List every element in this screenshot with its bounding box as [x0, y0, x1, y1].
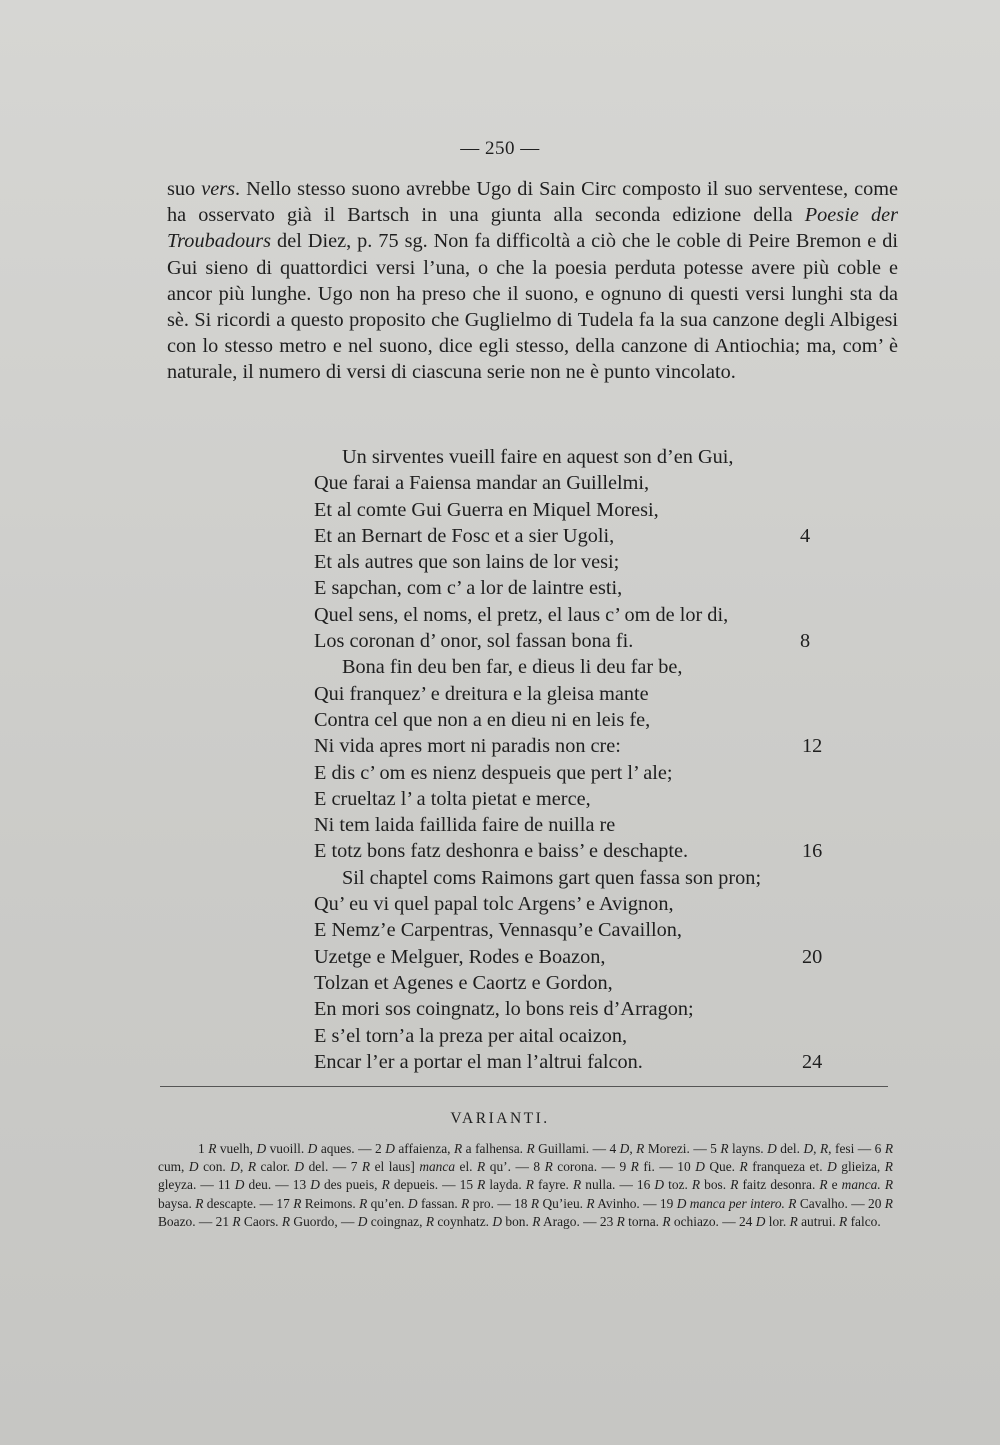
note-run: bon.	[502, 1213, 533, 1229]
note-run: Morezi. — 5	[644, 1141, 721, 1156]
note-run: falco.	[847, 1213, 881, 1229]
verse-line	[314, 917, 834, 943]
note-run: corona. — 9	[552, 1159, 631, 1175]
note-italic: R	[586, 1195, 595, 1211]
note-run: , fesi — 6	[828, 1141, 885, 1156]
note-italic: R	[819, 1177, 828, 1193]
verse-line	[314, 733, 834, 759]
verse-line	[314, 838, 834, 864]
verse-number: 16	[802, 840, 823, 863]
intro-paragraph	[167, 176, 898, 386]
verse-text: Quel sens, el noms, el pretz, el laus c’ om de lor di,	[314, 603, 729, 626]
verse-number: 24	[802, 1050, 823, 1073]
verse-line	[314, 1049, 834, 1075]
verse-text: E Nemz’e Carpentras, Vennasqu’e Cavaillon,	[314, 919, 682, 942]
verse-line	[314, 523, 834, 549]
verse-text: Et an Bernart de Fosc et a sier Ugoli,	[314, 524, 615, 547]
note-italic: R	[788, 1195, 797, 1211]
note-italic: D	[654, 1177, 665, 1193]
note-italic: manca per intero.	[689, 1195, 785, 1211]
note-italic: R	[544, 1159, 553, 1175]
note-run: con.	[198, 1159, 231, 1175]
note-run: torna.	[624, 1213, 663, 1229]
note-run: ,	[629, 1141, 637, 1156]
verse-number: 4	[800, 524, 811, 547]
note-italic: D	[357, 1213, 368, 1229]
note-italic: D	[767, 1141, 777, 1156]
note-italic: R	[195, 1195, 204, 1211]
intro-italic: vers	[201, 178, 235, 200]
verse-line	[314, 681, 834, 707]
note-italic: R	[839, 1213, 848, 1229]
note-run: ochiazo. — 24	[670, 1213, 756, 1229]
note-run: autrui.	[797, 1213, 840, 1229]
note-italic: R	[532, 1213, 541, 1229]
note-run: Arago. — 23	[540, 1213, 617, 1229]
verse-text: E dis c’ om es nienz despueis que pert l’ ale;	[314, 761, 673, 784]
note-italic: R	[789, 1213, 798, 1229]
note-italic: R	[526, 1141, 535, 1156]
verse-text: Que farai a Faiensa mandar an Guillelmi,	[314, 472, 650, 495]
note-run: Boazo. — 21	[158, 1213, 233, 1229]
verse-line	[314, 444, 834, 470]
note-run: glieiza,	[836, 1159, 885, 1175]
verse-line	[314, 628, 834, 654]
note-italic: R	[739, 1159, 748, 1175]
verse-line	[314, 1023, 834, 1049]
note-run: fi. — 10	[638, 1159, 696, 1175]
note-run: des pueis,	[319, 1177, 382, 1193]
note-run: coingnaz,	[367, 1213, 426, 1229]
verse-text: Tolzan et Agenes e Caortz e Gordon,	[314, 971, 613, 994]
intro-text	[167, 176, 898, 386]
note-run: el.	[455, 1159, 478, 1175]
varianti-heading: VARIANTI.	[450, 1110, 550, 1127]
note-italic: D	[619, 1141, 630, 1156]
note-italic: R	[208, 1141, 217, 1156]
note-run: nulla. — 16	[581, 1177, 655, 1193]
verse-text: Un sirventes vueill faire en aquest son d’en Gui,	[342, 446, 734, 468]
note-italic: R	[884, 1141, 894, 1156]
note-italic: R	[361, 1159, 371, 1175]
note-italic: D	[676, 1195, 687, 1211]
note-italic: R	[884, 1195, 893, 1211]
verse-text: E crueltaz l’ a tolta pietat e merce,	[314, 787, 591, 810]
note-italic: R	[636, 1141, 645, 1156]
intro-run: suo	[167, 178, 202, 200]
note-italic: R	[819, 1141, 829, 1156]
note-run: deu. — 13	[244, 1177, 311, 1193]
note-italic: R	[359, 1195, 368, 1211]
note-italic: D	[307, 1141, 318, 1156]
note-italic: D	[755, 1213, 766, 1229]
note-italic: D	[695, 1159, 705, 1175]
verse-line	[314, 891, 834, 917]
note-run: ,	[813, 1141, 820, 1156]
note-italic: D	[827, 1159, 837, 1175]
note-run: Qu’ieu.	[539, 1195, 587, 1211]
variant-notes-text	[158, 1140, 893, 1231]
note-run: pro. — 18	[469, 1195, 531, 1211]
verse-line	[314, 996, 834, 1022]
verse-text: Sil chaptel coms Raimons gart quen fassa son pron;	[342, 866, 762, 889]
note-italic: R	[293, 1195, 302, 1211]
verse-line	[314, 944, 834, 970]
note-run: Guordo, —	[290, 1213, 358, 1229]
verse-line	[314, 654, 834, 680]
note-italic: R	[247, 1159, 257, 1175]
note-italic: D	[407, 1195, 418, 1211]
verse-number: 20	[802, 945, 823, 968]
note-run: ,	[239, 1159, 248, 1175]
note-italic: R	[530, 1195, 540, 1211]
note-italic: D	[492, 1213, 503, 1229]
note-run: bos.	[700, 1177, 731, 1193]
intro-run: . Nello stesso suono avrebbe Ugo di Sain Circ composto il suo serventese, come ha osservato già il Bartsch in una giunta alla seconda edizione della	[167, 178, 898, 227]
note-run: el laus]	[370, 1159, 420, 1175]
note-run: affaienza,	[394, 1141, 454, 1156]
note-run: toz.	[664, 1177, 692, 1193]
verse-text: Bona fin deu ben far, e dieus li deu far be,	[342, 656, 683, 679]
note-run: cum,	[158, 1159, 189, 1175]
verse-text: Uzetge e Melguer, Rodes e Boazon,	[314, 945, 606, 968]
note-run: fassan.	[417, 1195, 462, 1211]
note-run: calor.	[256, 1159, 295, 1175]
note-run: qu’en.	[367, 1195, 408, 1211]
verse-line	[314, 497, 834, 523]
verse-line	[314, 470, 834, 496]
verse-text: En mori sos coingnatz, lo bons reis d’Arragon;	[314, 998, 694, 1021]
note-italic: R	[425, 1213, 434, 1229]
note-run: Guillami. — 4	[534, 1141, 620, 1156]
note-italic: R	[381, 1177, 390, 1193]
verse-text: Et als autres que son lains de lor vesi;	[314, 551, 620, 574]
verse-number: 12	[802, 735, 823, 758]
verse-line	[314, 865, 834, 891]
verse-text: Ni vida apres mort ni paradis non cre:	[314, 735, 621, 758]
verse-text: E s’el torn’a la preza per aital ocaizon,	[314, 1024, 628, 1047]
note-italic: D	[234, 1177, 245, 1193]
note-run: lor.	[765, 1213, 790, 1229]
note-run: vuoill.	[266, 1141, 308, 1156]
note-run: aques. — 2	[317, 1141, 386, 1156]
note-italic: R	[720, 1141, 729, 1156]
note-run: layda.	[485, 1177, 526, 1193]
note-italic: D	[294, 1159, 305, 1175]
note-italic: D	[803, 1141, 814, 1156]
note-italic: R	[572, 1177, 582, 1193]
note-italic: D	[256, 1141, 267, 1156]
note-italic: manca	[419, 1159, 456, 1175]
verse-line	[314, 786, 834, 812]
verse-line	[314, 602, 834, 628]
note-run: vuelh,	[216, 1141, 257, 1156]
verse-text: Et al comte Gui Guerra en Miquel Moresi,	[314, 498, 659, 521]
note-run: Reimons.	[301, 1195, 360, 1211]
note-italic: R	[630, 1159, 639, 1175]
verse-text: Contra cel que non a en dieu ni en leis fe,	[314, 708, 651, 731]
note-italic: R	[616, 1213, 625, 1229]
note-run: del. — 7	[304, 1159, 362, 1175]
verse-text: Encar l’er a portar el man l’altrui falcon.	[314, 1050, 643, 1073]
note-run: Avinho. — 19	[594, 1195, 677, 1211]
note-italic: R	[281, 1213, 291, 1229]
intro-run: del Diez, p. 75 sg. Non fa difficoltà a ciò che le coble di Peire Bremon e di Gui sieno di quattordici versi l’una, o che la poesia perduta potesse avere più coble e ancor più lunghe. Ugo non ha preso che il suono, e ognuno di questi versi lunghi sta da sè. Si ricordi a questo proposito che Guglielmo di Tudela fa la sua canzone degli Albigesi con lo stesso metro e nel suono, dice egli stesso, della canzone di Antiochia; ma, com’ è naturale, il numero di versi di ciascuna serie non ne è punto vincolato.	[167, 230, 898, 384]
note-italic: R	[232, 1213, 241, 1229]
verse-number: 8	[800, 630, 811, 653]
note-italic: D	[230, 1159, 240, 1175]
footnote-rule	[160, 1086, 888, 1087]
note-italic: R	[730, 1177, 739, 1193]
note-italic: R	[691, 1177, 701, 1193]
note-run: franqueza et.	[747, 1159, 828, 1175]
note-run: gleyza. — 11	[158, 1177, 235, 1193]
verse-line	[314, 549, 834, 575]
poem	[314, 444, 834, 1075]
verse-text: E sapchan, com c’ a lor de laintre esti,	[314, 577, 623, 600]
note-italic: R	[477, 1159, 486, 1175]
verse-line	[314, 707, 834, 733]
verse-line	[314, 760, 834, 786]
note-italic: manca.	[841, 1177, 881, 1193]
intro-italic: Poesie der Troubadours	[167, 204, 898, 253]
verse-text: Qui franquez’ e dreitura e la gleisa mante	[314, 682, 649, 705]
note-run: fayre.	[533, 1177, 573, 1193]
note-italic: R	[477, 1177, 486, 1193]
note-run: baysa.	[158, 1195, 196, 1211]
verse-text: E totz bons fatz deshonra e baiss’ e deschapte.	[314, 840, 689, 863]
note-italic: R	[453, 1141, 463, 1156]
variant-notes	[158, 1140, 893, 1231]
note-run: 1	[198, 1141, 209, 1156]
note-italic: R	[884, 1159, 893, 1175]
note-run: a falhensa.	[462, 1141, 527, 1156]
note-italic: R	[884, 1177, 893, 1193]
verse-text: Qu’ eu vi quel papal tolc Argens’ e Avignon,	[314, 893, 674, 916]
note-run: descapte. — 17	[203, 1195, 294, 1211]
note-run: Cavalho. — 20	[796, 1195, 885, 1211]
note-italic: R	[461, 1195, 470, 1211]
note-italic: D	[385, 1141, 395, 1156]
note-run: del.	[776, 1141, 804, 1156]
page-number: — 250 —	[460, 138, 540, 159]
note-run: Que.	[704, 1159, 740, 1175]
note-italic: D	[188, 1159, 199, 1175]
note-run: Caors.	[240, 1213, 282, 1229]
note-italic: R	[662, 1213, 671, 1229]
note-run: e	[827, 1177, 842, 1193]
verse-text: Los coronan d’ onor, sol fassan bona fi.	[314, 630, 634, 653]
note-run: depueis. — 15	[389, 1177, 478, 1193]
verse-line	[314, 970, 834, 996]
note-run: faitz desonra.	[738, 1177, 820, 1193]
note-run: layns.	[728, 1141, 768, 1156]
note-italic: D	[310, 1177, 320, 1193]
verse-text: Ni tem laida faillida faire de nuilla re	[314, 814, 616, 837]
verse-line	[314, 575, 834, 601]
note-italic: R	[525, 1177, 534, 1193]
verse-line	[314, 812, 834, 838]
note-run: qu’. — 8	[485, 1159, 545, 1175]
note-run: coynhatz.	[434, 1213, 493, 1229]
